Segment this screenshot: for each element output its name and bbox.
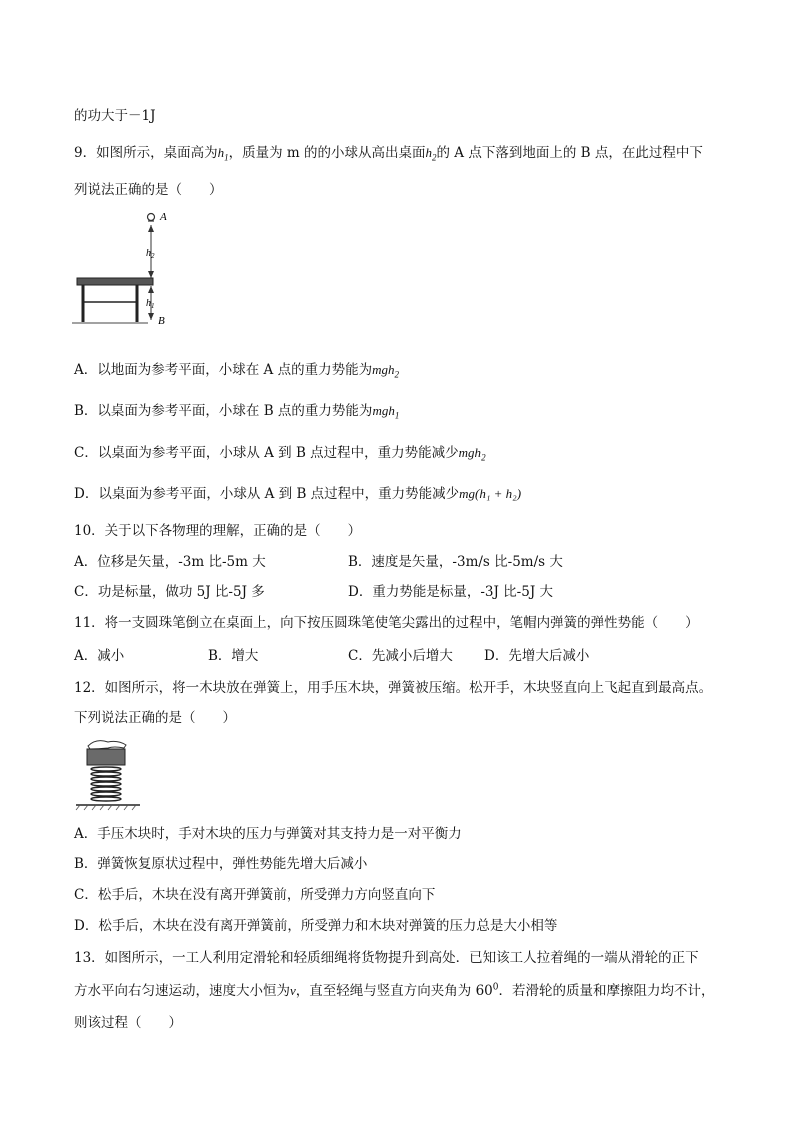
q13-stem-line3: 则该过程（ ）	[74, 1015, 182, 1031]
q11-option-c[interactable]: C．先减小后增大	[348, 648, 453, 664]
ball-icon	[148, 214, 155, 221]
q13-stem-line2: 方水平向右匀速运动，速度大小恒为v，直至轻绳与竖直方向夹角为 $60^0$．若滑轮的质量和摩擦阻力均不计，	[74, 982, 715, 999]
q11-option-d[interactable]: D．先增大后减小	[484, 648, 590, 664]
q11-option-a[interactable]: A．减小	[74, 648, 125, 664]
q9-option-d[interactable]: D．以桌面为参考平面，小球从 A 到 B 点过程中，重力势能减少mg(h₁ + h₂)	[74, 486, 522, 502]
label-h1: $h_1$	[146, 298, 155, 310]
q10-option-b[interactable]: B．速度是矢量，-3m/s 比-5m/s 大	[348, 554, 563, 570]
q10-options-row2	[74, 580, 724, 600]
label-a: A	[160, 211, 167, 223]
q9-option-c[interactable]: C．以桌面为参考平面，小球从 A 到 B 点过程中，重力势能减少mgh$_2$	[74, 445, 486, 463]
q10-option-d[interactable]: D．重力势能是标量，-3J 比-5J 大	[348, 584, 554, 600]
q9-table-figure	[70, 208, 190, 328]
wood-block	[87, 749, 125, 765]
q10-stem: 10．关于以下各物理的理解，正确的是（ ）	[74, 523, 362, 539]
q10-option-a[interactable]: A．位移是矢量，-3m 比-5m 大	[74, 554, 266, 570]
q12-spring-figure	[74, 736, 144, 812]
spring-icon	[91, 767, 121, 801]
q10-option-c[interactable]: C．功是标量，做功 5J 比-5J 多	[74, 584, 265, 600]
q10-options-row1	[74, 550, 724, 570]
tabletop	[77, 278, 153, 285]
q9-option-a[interactable]: A．以地面为参考平面，小球在 A 点的重力势能为mgh$_2$	[74, 362, 399, 380]
q12-stem-line1: 12．如图所示，将一木块放在弹簧上，用手压木块，弹簧被压缩。松开手，木块竖直向上飞起直到最高点。	[74, 680, 713, 696]
q12-option-b[interactable]: B．弹簧恢复原状过程中，弹性势能先增大后减小	[74, 856, 368, 872]
q11-options-row	[74, 644, 724, 664]
label-b: B	[158, 315, 165, 327]
previous-question-tail: 的功大于－1J	[74, 108, 156, 124]
label-h2: $h_2$	[146, 248, 155, 260]
q12-stem-line2: 下列说法正确的是（ ）	[74, 710, 236, 726]
q11-stem: 11．将一支圆珠笔倒立在桌面上，向下按压圆珠笔使笔尖露出的过程中，笔帽内弹簧的弹性势能（ ）	[74, 615, 699, 631]
q9-stem-line1: 9．如图所示，桌面高为$h_1$，质量为 m 的的小球从高出桌面$h_2$的 A 点下落到地面上的 B 点，在此过程中下	[74, 145, 703, 163]
q11-option-b[interactable]: B．增大	[208, 648, 259, 664]
q9-stem-line2: 列说法正确的是（ ）	[74, 182, 223, 198]
q12-option-d[interactable]: D．松手后，木块在没有离开弹簧前，所受弹力和木块对弹簧的压力总是大小相等	[74, 918, 558, 934]
q12-option-a[interactable]: A．手压木块时，手对木块的压力与弹簧对其支持力是一对平衡力	[74, 826, 462, 842]
hand-icon	[88, 741, 126, 749]
q12-option-c[interactable]: C．松手后，木块在没有离开弹簧前，所受弹力方向竖直向下	[74, 887, 436, 903]
q9-option-b[interactable]: B．以桌面为参考平面，小球在 B 点的重力势能为mgh$_1$	[74, 403, 400, 421]
q13-stem-line1: 13．如图所示，一工人利用定滑轮和轻质细绳将货物提升到高处．已知该工人拉着绳的一端从滑轮的正下	[74, 950, 699, 966]
